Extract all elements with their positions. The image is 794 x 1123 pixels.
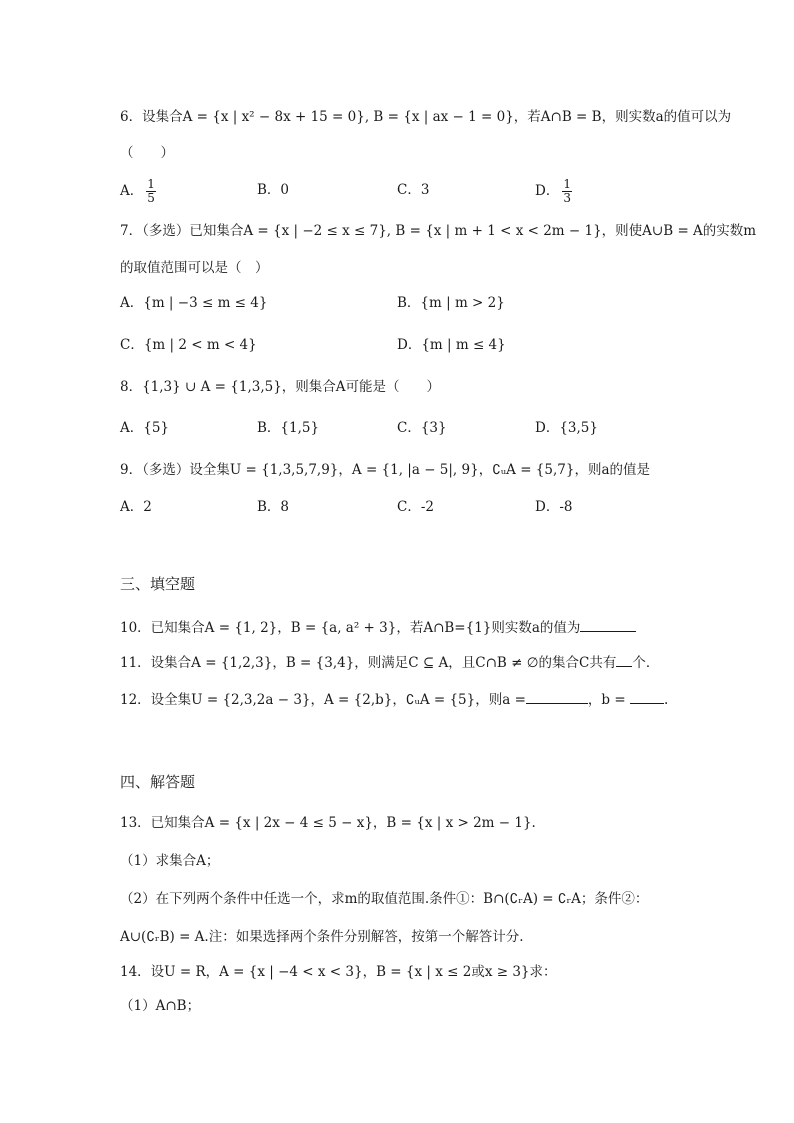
option-label: A． <box>120 295 144 311</box>
fraction-denominator: 3 <box>563 191 571 205</box>
q12-text-mid: ，b = <box>587 692 626 708</box>
q7-option-b <box>397 293 505 313</box>
fraction <box>562 178 572 205</box>
option-label: A． <box>120 420 144 436</box>
q8-option-b <box>257 418 319 438</box>
q8-option-c <box>397 418 447 438</box>
q9-option-a <box>120 497 152 517</box>
q10 <box>120 617 636 638</box>
option-text: {m | 2 < m < 4} <box>143 337 257 353</box>
q14-part1: （1）A∩B； <box>120 998 201 1014</box>
option-label: C． <box>397 420 421 436</box>
option-label: C． <box>397 499 421 515</box>
q7-option-c <box>120 335 257 355</box>
q7-stem: 7．（多选）已知集合A = {x | −2 ≤ x ≤ 7}, B = {x | m + 1 < x < 2m − 1}，则使A∪B = A的实数m <box>120 223 757 239</box>
q8-stem: 8．{1,3} ∪ A = {1,3,5}，则集合A可能是（ ） <box>120 379 441 395</box>
q11-text: 11．设集合A = {1,2,3}，B = {3,4}，则满足C ⊆ A，且C∩B ≠ ∅的集合C共有 <box>120 655 617 671</box>
option-label: D． <box>535 499 560 515</box>
q12-text: 12．设全集U = {2,3,2a − 3}，A = {2,b}，∁ᵤA = {5}，则a = <box>120 692 526 708</box>
fraction-denominator: 5 <box>147 191 155 205</box>
q8-option-a <box>120 418 169 438</box>
q7-stem-continued: 的取值范围可以是（ ） <box>120 260 269 276</box>
section-heading-solution: 四、解答题 <box>120 773 196 791</box>
option-text: 3 <box>420 182 430 198</box>
option-text: -8 <box>559 499 573 515</box>
answer-blank[interactable] <box>580 617 636 632</box>
option-text: -2 <box>420 499 434 515</box>
option-label: B． <box>257 499 281 515</box>
fraction <box>146 178 156 205</box>
option-text: {1,5} <box>280 420 320 436</box>
q6-paren: （ ） <box>120 145 174 161</box>
q13-stem: 13．已知集合A = {x | 2x − 4 ≤ 5 − x}，B = {x | x > 2m − 1}. <box>120 815 536 831</box>
q12 <box>120 689 668 710</box>
option-text: {5} <box>143 420 170 436</box>
answer-blank[interactable] <box>616 652 632 667</box>
option-label: C． <box>397 182 421 198</box>
q7-option-a <box>120 293 267 313</box>
q6-stem: 6．设集合A = {x | x² − 8x + 15 = 0}, B = {x | ax − 1 = 0}，若A∩B = B，则实数a的值可以为 <box>120 109 732 125</box>
option-text: 2 <box>143 499 152 515</box>
q11 <box>120 652 659 673</box>
q6-option-b <box>257 180 289 200</box>
option-label: D． <box>535 420 560 436</box>
option-text: {m | m > 2} <box>420 295 505 311</box>
q9-option-b <box>257 497 289 517</box>
option-label: B． <box>397 295 421 311</box>
answer-blank-b[interactable] <box>630 689 664 704</box>
option-text: 8 <box>280 499 290 515</box>
answer-blank-a[interactable] <box>526 689 588 704</box>
option-text: {3} <box>420 420 447 436</box>
option-text: 0 <box>280 182 290 198</box>
option-text: {3,5} <box>559 420 598 436</box>
q13-part2-continued: A∪(∁ᵣB) = A.注：如果选择两个条件分别解答，按第一个解答计分. <box>120 929 524 945</box>
q13-part1: （1）求集合A； <box>120 853 220 869</box>
fraction-numerator: 1 <box>147 177 155 191</box>
option-label: A． <box>120 499 144 515</box>
option-label: D． <box>535 183 560 199</box>
q14-stem: 14．设U = R，A = {x | −4 < x < 3}，B = {x | x ≤ 2或x ≥ 3}求： <box>120 964 557 980</box>
q6-option-d <box>535 178 572 205</box>
q6-option-a <box>120 178 156 205</box>
q9-option-d <box>535 497 572 517</box>
q13-part2: （2）在下列两个条件中任选一个，求m的取值范围.条件①：B∩(∁ᵣA) = ∁ᵣA；条件②： <box>120 891 649 907</box>
option-text: {m | m ≤ 4} <box>421 337 506 353</box>
option-label: B． <box>257 420 281 436</box>
q12-text-end: . <box>663 692 669 708</box>
option-text: {m | −3 ≤ m ≤ 4} <box>143 295 268 311</box>
option-label: B． <box>257 182 281 198</box>
q7-option-d <box>397 335 506 355</box>
q8-option-d <box>535 418 598 438</box>
fraction-numerator: 1 <box>563 177 571 191</box>
section-heading-fill-in: 三、填空题 <box>120 575 196 593</box>
option-label: C． <box>120 337 144 353</box>
q11-text-end: 个． <box>632 655 660 671</box>
q10-text: 10．已知集合A = {1, 2}，B = {a, a² + 3}，若A∩B={1}则实数a的值为 <box>120 620 581 636</box>
q9-option-c <box>397 497 434 517</box>
q9-stem: 9．（多选）设全集U = {1,3,5,7,9}，A = {1, |a − 5|, 9}，∁ᵤA = {5,7}，则a的值是 <box>120 462 651 478</box>
q6-option-c <box>397 180 429 200</box>
option-label: D． <box>397 337 422 353</box>
option-label: A． <box>120 183 144 199</box>
